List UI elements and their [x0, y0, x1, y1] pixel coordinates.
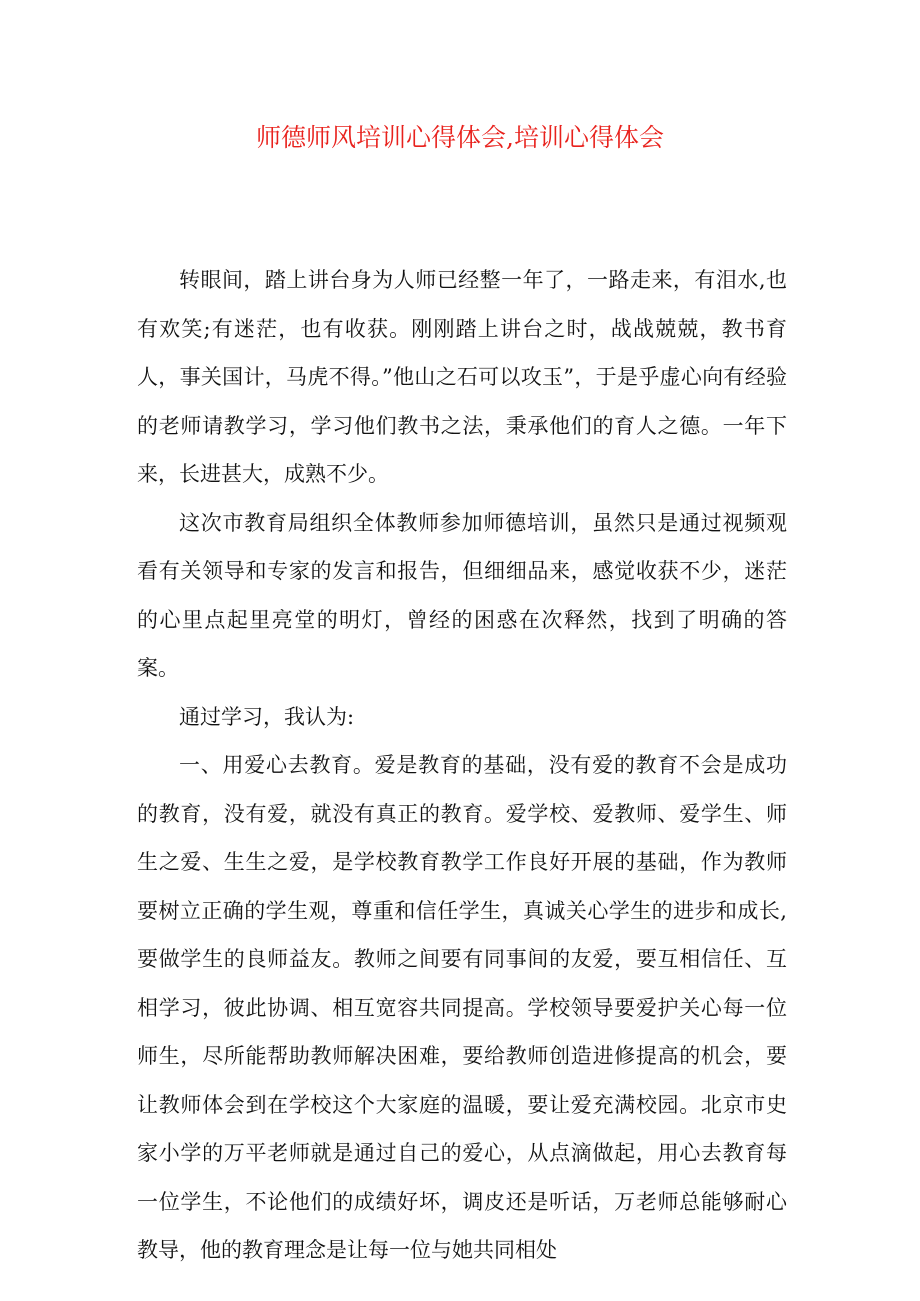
paragraph-2: 这次市教育局组织全体教师参加师德培训，虽然只是通过视频观看有关领导和专家的发言和报告，但细细品来，感觉收获不少，迷茫的心里点起里亮堂的明灯，曾经的困惑在次释然，找到了明确的答案。 — [137, 510, 787, 680]
paragraph-4: 一、用爱心去教育。爱是教育的基础，没有爱的教育不会是成功的教育，没有爱，就没有真正的教育。爱学校、爱教师、爱学生、师生之爱、生生之爱，是学校教育教学工作良好开展的基础，作为教师要树立正确的学生观，尊重和信任学生，真诚关心学生的进步和成长,要做学生的良师益友。教师之间要有同事间的友爱，要互相信任、互相学习，彼此协调、相互宽容共同提高。学校领导要爱护关心每一位师生，尽所能帮助教师解决困难，要给教师创造进修提高的机会，要让教师体会到在学校这个大家庭的温暖，要让爱充满校园。北京市史家小学的万平老师就是通过自己的爱心，从点滴做起，用心去教育每一位学生，不论他们的成绩好坏，调皮还是听话，万老师总能够耐心教导，他的教育理念是让每一位与她共同相处 — [137, 753, 787, 1262]
document-title: 师德师风培训心得体会,培训心得体会 — [256, 123, 664, 152]
document-body — [137, 256, 787, 1275]
paragraph-3: 通过学习，我认为: — [179, 704, 355, 729]
paragraph-1: 转眼间，踏上讲台身为人师已经整一年了，一路走来，有泪水,也有欢笑;有迷茫，也有收获。刚刚踏上讲台之时，战战兢兢，教书育人，事关国计，马虎不得。”他山之石可以攻玉”，于是乎虚心向有经验的老师请教学习，学习他们教书之法，秉承他们的育人之德。一年下来，长进甚大，成熟不少。 — [137, 268, 787, 486]
